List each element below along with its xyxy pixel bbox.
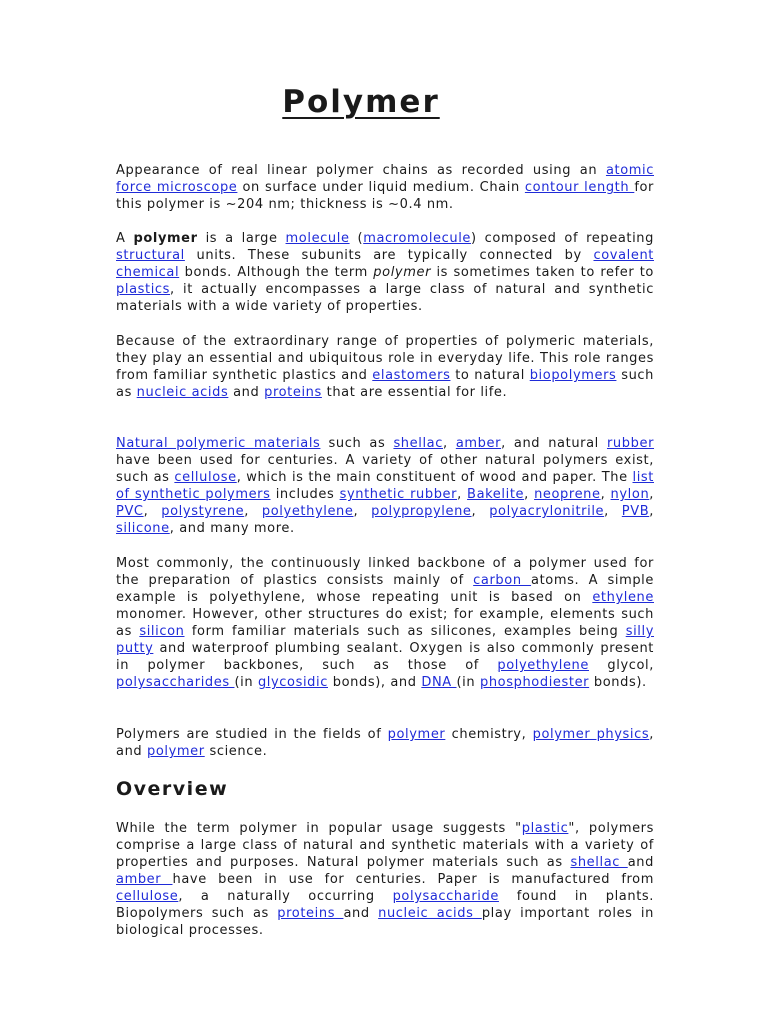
link-polysaccharide[interactable]: polysaccharide — [392, 889, 499, 904]
text: ", polymers comprise a large class of natural and synthetic materials with a variety of properties and purposes. Natural polymer materials such as — [116, 821, 654, 870]
link-plastics[interactable]: plastics — [116, 282, 171, 297]
text: units. These subunits are typically connected by — [184, 248, 594, 263]
text: (in — [234, 675, 258, 690]
paragraph-definition — [116, 230, 654, 315]
link-polyacrylonitrile[interactable]: polyacrylonitrile — [489, 504, 605, 519]
text: that are essential for life. — [321, 385, 508, 400]
link-molecule[interactable]: molecule — [285, 231, 350, 246]
text: , a naturally occurring — [178, 889, 393, 904]
text: such as — [320, 436, 394, 451]
text: and — [627, 855, 654, 870]
text: , — [457, 487, 468, 502]
link-carbon[interactable]: carbon — [473, 573, 532, 588]
link-phosphodiester[interactable]: phosphodiester — [479, 675, 590, 690]
link-shellac[interactable]: shellac — [393, 436, 443, 451]
text: , — [443, 436, 456, 451]
text: , — [604, 504, 622, 519]
link-silicone[interactable]: silicone — [116, 521, 170, 536]
link-shellac-overview[interactable]: shellac — [570, 855, 628, 870]
text: on surface under liquid medium. Chain — [237, 180, 525, 195]
text: , which is the main constituent of wood and paper. The — [236, 470, 633, 485]
link-bakelite[interactable]: Bakelite — [467, 487, 525, 502]
text: science. — [204, 744, 268, 759]
link-cellulose[interactable]: cellulose — [174, 470, 237, 485]
text: play important roles in biological processes. — [116, 906, 654, 938]
text: (in — [456, 675, 480, 690]
text: While the term polymer in popular usage suggests " — [116, 821, 522, 836]
italic-term-polymer: polymer — [373, 265, 432, 280]
link-rubber[interactable]: rubber — [606, 436, 655, 451]
link-amber[interactable]: amber — [455, 436, 502, 451]
link-natural-polymeric-materials[interactable]: Natural polymeric materials — [116, 436, 321, 451]
link-nylon[interactable]: nylon — [610, 487, 650, 502]
text: Because of the extraordinary range of properties of polymeric materials, they play an essential and ubiquitous role in everyday life. This role ranges from familiar synthetic plastics and — [116, 334, 654, 383]
link-proteins[interactable]: proteins — [264, 385, 322, 400]
text: ( — [349, 231, 364, 246]
link-elastomers[interactable]: elastomers — [372, 368, 451, 383]
link-silicon[interactable]: silicon — [139, 624, 185, 639]
text: have been in use for centuries. Paper is manufactured from — [172, 872, 654, 887]
link-polysaccharides[interactable]: polysaccharides — [116, 675, 235, 690]
link-plastic[interactable]: plastic — [521, 821, 569, 836]
link-contour-length[interactable]: contour length — [524, 180, 635, 195]
text: and — [228, 385, 265, 400]
link-neoprene[interactable]: neoprene — [534, 487, 601, 502]
link-atomic-force-microscope[interactable]: atomic force microscope — [116, 163, 654, 195]
text: , — [244, 504, 262, 519]
link-pvc[interactable]: PVC — [116, 504, 144, 519]
text: , — [649, 487, 655, 502]
section-heading-overview: Overview — [116, 778, 229, 800]
text: to natural — [450, 368, 530, 383]
link-polypropylene[interactable]: polypropylene — [371, 504, 472, 519]
link-nucleic-acids[interactable]: nucleic acids — [136, 385, 229, 400]
link-biopolymers[interactable]: biopolymers — [529, 368, 617, 383]
link-proteins-overview[interactable]: proteins — [277, 906, 344, 921]
paragraph-fields-of-study — [116, 726, 654, 760]
link-list-of-synthetic-polymers[interactable]: list of synthetic polymers — [116, 470, 654, 502]
link-pvb[interactable]: PVB — [621, 504, 650, 519]
text: found in plants. Biopolymers such as — [116, 889, 654, 921]
link-polymer-science[interactable]: polymer — [147, 744, 205, 759]
paragraph-natural-materials — [116, 435, 654, 537]
link-polymer-chemistry[interactable]: polymer — [387, 727, 446, 742]
bold-term-polymer: polymer — [133, 231, 198, 246]
link-macromolecule[interactable]: macromolecule — [363, 231, 472, 246]
text: is sometimes taken to refer to — [431, 265, 654, 280]
text: is a large — [197, 231, 286, 246]
link-nucleic-acids-overview[interactable]: nucleic acids — [378, 906, 482, 921]
link-glycosidic[interactable]: glycosidic — [257, 675, 328, 690]
text: and waterproof plumbing sealant. Oxygen is also commonly present in polymer backbones, such as those of — [116, 641, 654, 673]
text: , — [649, 504, 654, 519]
link-polyethylene[interactable]: polyethylene — [261, 504, 354, 519]
text: bonds). — [589, 675, 647, 690]
text: form familiar materials such as silicones, examples being — [184, 624, 626, 639]
text: and — [343, 906, 379, 921]
text: , and many more. — [169, 521, 295, 536]
link-amber-overview[interactable]: amber — [116, 872, 173, 887]
link-synthetic-rubber[interactable]: synthetic rubber — [339, 487, 458, 502]
link-structural[interactable]: structural — [116, 248, 185, 263]
link-polymer-physics[interactable]: polymer physics — [532, 727, 650, 742]
link-cellulose-overview[interactable]: cellulose — [116, 889, 179, 904]
paragraph-overview — [116, 820, 654, 939]
text: Polymers are studied in the fields of — [116, 727, 388, 742]
text: includes — [270, 487, 340, 502]
paragraph-backbone — [116, 555, 654, 691]
text: bonds. Although the term — [179, 265, 374, 280]
text: Appearance of real linear polymer chains as recorded using an — [116, 163, 606, 178]
text: Most commonly, the continuously linked backbone of a polymer used for the preparation of plastics consists mainly of — [116, 556, 654, 588]
text: chemistry, — [445, 727, 533, 742]
text: glycol, — [588, 658, 654, 673]
paragraph-properties — [116, 333, 654, 401]
text: , — [600, 487, 611, 502]
link-silly-putty[interactable]: silly putty — [116, 624, 655, 656]
page-title: Polymer — [282, 84, 440, 120]
text: , — [471, 504, 490, 519]
text: , and natural — [501, 436, 607, 451]
link-ethylene[interactable]: ethylene — [592, 590, 654, 605]
text: ) composed of repeating — [471, 231, 654, 246]
text: , — [353, 504, 372, 519]
text: , and — [116, 727, 654, 759]
text: , it actually encompasses a large class of natural and synthetic materials with a wide variety of properties. — [116, 282, 654, 314]
text: , — [524, 487, 535, 502]
link-polyethylene-glycol[interactable]: polyethylene — [497, 658, 589, 673]
text: , — [143, 504, 162, 519]
text: have been used for centuries. A variety of other natural polymers exist, such as — [116, 453, 654, 485]
text: for this polymer is ~204 nm; thickness is ~0.4 nm. — [116, 180, 654, 212]
link-dna[interactable]: DNA — [421, 675, 457, 690]
text: bonds), and — [328, 675, 422, 690]
link-polystyrene[interactable]: polystyrene — [161, 504, 245, 519]
paragraph-afm-caption — [116, 162, 654, 213]
text: monomer. However, other structures do exist; for example, elements such as — [116, 607, 654, 639]
text: A — [116, 231, 134, 246]
link-covalent-chemical[interactable]: covalent chemical — [116, 248, 654, 280]
text: atoms. A simple example is polyethylene, whose repeating unit is based on — [116, 573, 654, 605]
text: such as — [116, 368, 654, 400]
